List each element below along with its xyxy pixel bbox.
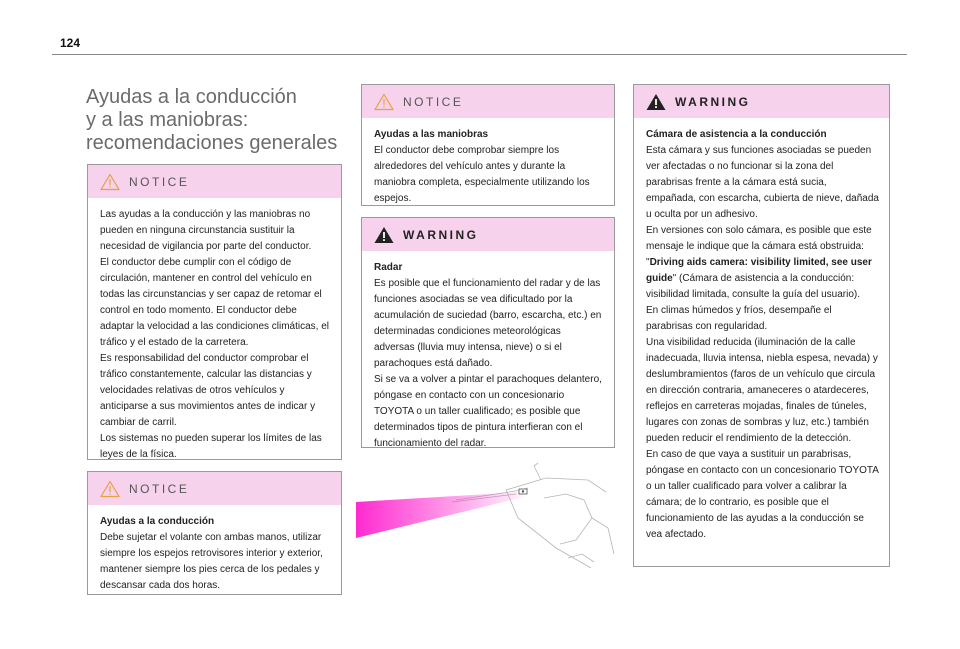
notice-paragraph: Es responsabilidad del conductor comprobar el tráfico constantemente, calcular las distancias y velocidades relativas de otros vehículos y anticiparse a sus movimientos antes de indicar y cambiar de carril. [100,353,316,428]
page-title [86,86,346,155]
warning-paragraph: Es posible que el funcionamiento del radar y de las funciones asociadas se vea dificultado por la acumulación de suciedad (barro, escarcha, etc.) en determinadas condiciones meteorológicas adversas (lluvia muy intensa, nieve) o si el parachoques está dañado. [374,278,602,369]
notice-header [362,85,614,118]
notice-box-manoeuvring-aids [361,84,615,206]
title-line-2: y a las maniobras: [86,109,249,131]
header-rule [52,54,907,55]
warning-heading: Radar [374,262,403,273]
notice-box-driving-aids [87,471,342,595]
notice-header [88,165,341,198]
notice-paragraph: El conductor debe cumplir con el código de circulación, mantener en control del vehículo en todas las circunstancias y ser capaz de retomar el control en todo momento. El conductor debe adaptar la velocidad a las condiciones climáticas, el tráfico y el estado de la carretera. [100,257,330,348]
notice-header [88,472,341,505]
warning-header [634,85,889,118]
warning-body [634,118,889,543]
warning-heading: Cámara de asistencia a la conducción [646,129,827,140]
page-number: 124 [60,36,81,50]
camera-icon [519,489,527,494]
notice-label: NOTICE [129,174,190,189]
notice-label: NOTICE [403,94,464,109]
notice-heading: Ayudas a la conducción [100,516,215,527]
warning-triangle-icon [646,93,666,111]
warning-body [362,251,614,452]
windscreen-camera-illustration [356,458,616,578]
warning-paragraph: Una visibilidad reducida (iluminación de la calle inadecuada, lluvia intensa, niebla espesa, nevada) y deslumbramientos (faros de un vehículo que circula en dirección contraria, amaneceres o atardeceres, reflejos en carreteras mojadas, finales de túneles, lugares con zonas de sombras y luz, etc.) también pueden reducir el rendimiento de la detección. [646,337,878,444]
title-line-3: recomendaciones generales [86,132,338,154]
notice-heading: Ayudas a las maniobras [374,129,489,140]
notice-body [88,505,341,594]
text-run: " (Cámara de asistencia a la conducción: visibilidad limitada, consulte la guía del usuario). [646,273,861,300]
title-line-1: Ayudas a la conducción [86,86,297,108]
caution-triangle-icon [100,480,120,498]
warning-triangle-icon [374,226,394,244]
warning-paragraph: Esta cámara y sus funciones asociadas se pueden ver afectadas o no funcionar si la zona del parabrisas frente a la cámara está sucia, empañada, con escarcha, cubierta de nieve, dañada u oculta por un adhesivo. [646,145,879,220]
notice-paragraph: El conductor debe comprobar siempre los alrededores del vehículo antes y durante la maniobra completa, especialmente utilizando los espejos. [374,145,590,204]
notice-label: NOTICE [129,481,190,496]
notice-body [362,118,614,207]
warning-box-radar [361,217,615,448]
warning-paragraph: Si se va a volver a pintar el parachoques delantero, póngase en contacto con un concesionario TOYOTA o un taller cualificado; es posible que determinados tipos de pintura interfieran con el funcionamiento del radar. [374,374,602,449]
camera-beam [356,492,524,538]
caution-triangle-icon [100,173,120,191]
alert-message: Driving aids camera: visibility limited, see user guide [646,257,872,284]
warning-paragraph: En caso de que vaya a sustituir un parabrisas, póngase en contacto con un concesionario TOYOTA o un taller cualificado para volver a calibrar la cámara; de lo contrario, es posible que el funcionamiento de las ayudas a la conducción se vea afectado. [646,449,879,540]
notice-paragraph: Los sistemas no pueden superar los límites de las leyes de la física. [100,433,322,460]
car-outline [452,463,614,568]
warning-box-camera [633,84,890,567]
notice-paragraph: Las ayudas a la conducción y las maniobras no pueden en ninguna circunstancia sustituir la necesidad de vigilancia por parte del conductor. [100,209,312,252]
warning-header [362,218,614,251]
warning-paragraph: En climas húmedos y fríos, desempañe el parabrisas con regularidad. [646,305,832,332]
notice-paragraph: Debe sujetar el volante con ambas manos, utilizar siempre los espejos retrovisores interior y exterior, mantener siempre los pies cerca de los pedales y descansar cada dos horas. [100,532,323,591]
notice-body [88,198,341,463]
text-run: En versiones con solo cámara, es posible que este mensaje le indique que la cámara está obstruida: " [646,225,872,268]
caution-triangle-icon [374,93,394,111]
warning-label: WARNING [403,227,479,242]
warning-paragraph [646,223,879,303]
warning-label: WARNING [675,94,751,109]
notice-box-general [87,164,342,460]
